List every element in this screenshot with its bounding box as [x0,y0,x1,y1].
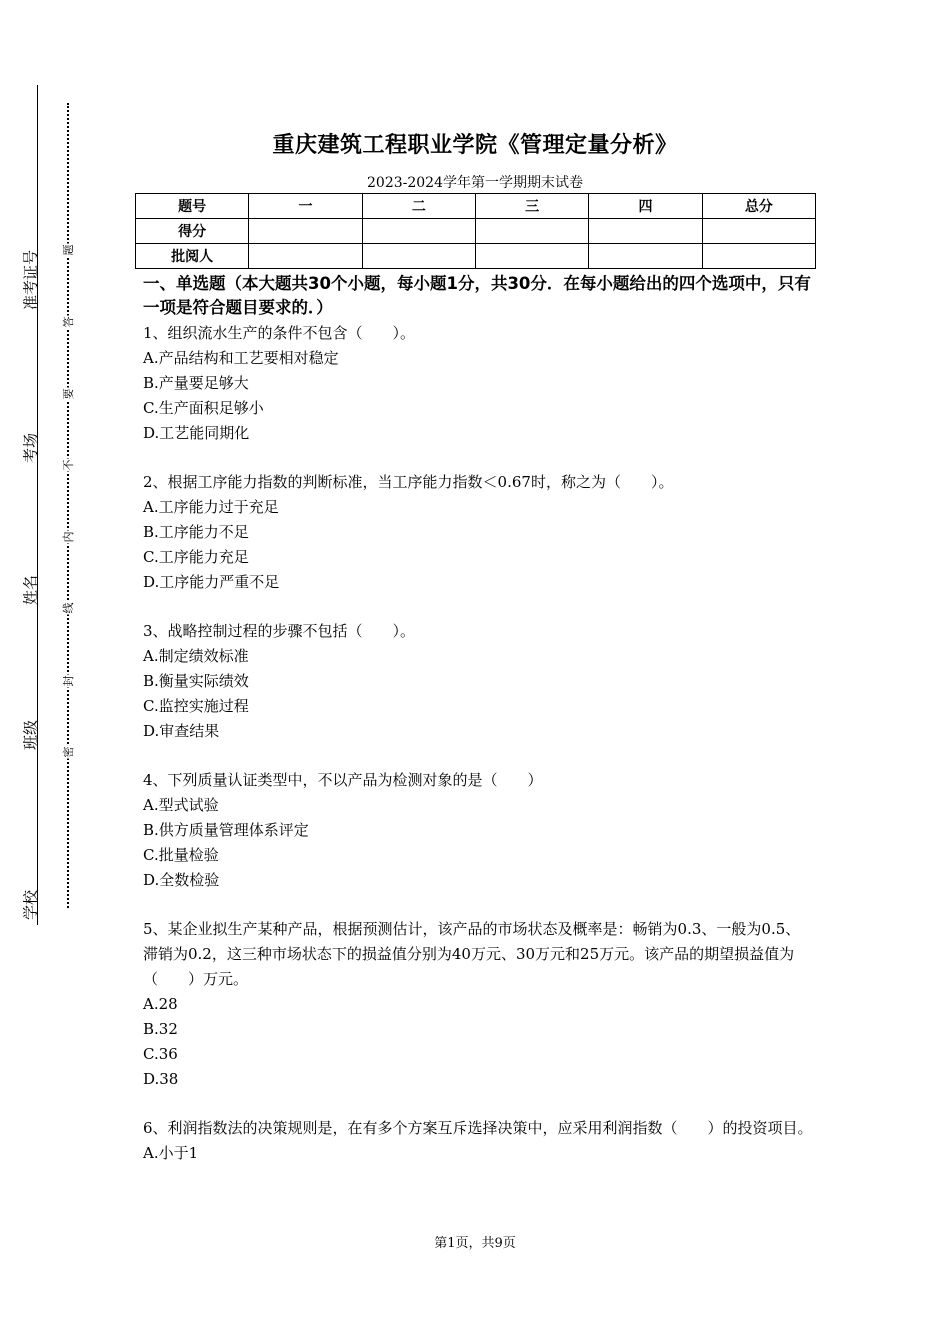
question-1 [143,321,813,446]
question-stem: 4、下列质量认证类型中，不以产品为检测对象的是（ ） [143,771,543,790]
table-cell: 一 [249,194,362,219]
question-stem: 5、某企业拟生产某种产品，根据预测估计，该产品的市场状态及概率是：畅销为0.3、一般为0.5、滞销为0.2，这三种市场状态下的损益值分别为40万元、30万元和25万元。该产品的期望损益值为（ ）万元。 [143,920,801,988]
seal-char: 不 [62,459,75,471]
option: A.28 [143,994,178,1013]
option: A.产品结构和工艺要相对稳定 [143,348,339,367]
seal-char: 内 [62,531,75,543]
score-table [135,193,816,269]
table-cell [249,244,362,269]
table-cell [475,219,588,244]
option: D.审查结果 [143,721,220,740]
seal-char: 密 [62,746,75,758]
option: A.小于1 [143,1143,199,1162]
seal-char: 线 [62,602,75,614]
question-2 [143,470,813,595]
exam-subtitle: 2023-2024学年第一学期期末试卷 [367,175,583,191]
option: C.工序能力充足 [143,547,249,566]
section-heading: 一、单选题（本大题共30个小题，每小题1分，共30分．在每小题给出的四个选项中，只有一项是符合题目要求的．） [143,274,811,317]
option: C.36 [143,1044,178,1063]
table-cell: 二 [362,194,475,219]
option: D.全数检验 [143,870,220,889]
field-exam-room-label: 考场 [21,432,40,464]
question-section [143,272,813,1190]
field-class-label: 班级 [21,719,40,751]
question-stem: 3、战略控制过程的步骤不包括（ ）。 [143,622,416,641]
table-cell: 四 [589,194,702,219]
option: D.工艺能同期化 [143,423,250,442]
table-cell: 总分 [702,194,815,219]
question-5 [143,917,813,1091]
question-stem: 1、组织流水生产的条件不包含（ ）。 [143,324,416,342]
table-cell [362,244,475,269]
option: A.工序能力过于充足 [143,497,279,516]
table-cell [589,219,702,244]
table-cell [589,244,702,269]
option: B.工序能力不足 [143,522,249,541]
seal-char: 要 [62,388,75,400]
option: D.工序能力严重不足 [143,572,280,591]
table-cell: 批阅人 [136,244,249,269]
field-exam-number-label: 准考证号 [21,249,40,311]
table-cell [362,219,475,244]
table-cell: 得分 [136,219,249,244]
question-6 [143,1116,813,1166]
seal-char: 题 [62,244,75,256]
question-4 [143,768,813,893]
table-row [136,244,816,269]
question-stem: 2、根据工序能力指数的判断标准，当工序能力指数＜0.67时，称之为（ ）。 [143,473,674,492]
table-cell [249,219,362,244]
option: B.产量要足够大 [143,373,249,392]
option: A.型式试验 [143,796,219,814]
page-footer: 第1页，共9页 [434,1236,516,1251]
option: B.衡量实际绩效 [143,671,249,690]
binding-dotted-line [67,103,69,908]
table-cell [475,244,588,269]
option: D.38 [143,1069,179,1088]
question-3 [143,619,813,744]
option: B.32 [143,1019,178,1038]
table-cell [702,219,815,244]
option: C.批量检验 [143,845,219,864]
seal-char: 答 [62,316,75,328]
seal-char: 封 [62,675,75,687]
option: C.生产面积足够小 [143,398,264,417]
table-row [136,219,816,244]
field-school-label: 学校 [21,889,40,921]
option: B.供方质量管理体系评定 [143,820,309,839]
option: A.制定绩效标准 [143,646,249,665]
exam-title: 重庆建筑工程职业学院《管理定量分析》 [272,133,678,158]
table-cell: 三 [475,194,588,219]
question-stem: 6、利润指数法的决策规则是，在有多个方案互斥选择决策中，应采用利润指数（ ）的投资项目。 [143,1118,813,1137]
table-cell: 题号 [136,194,249,219]
field-name-label: 姓名 [21,574,40,606]
binding-solid-line [37,85,38,925]
table-cell [702,244,815,269]
table-row [136,194,816,219]
option: C.监控实施过程 [143,696,249,715]
